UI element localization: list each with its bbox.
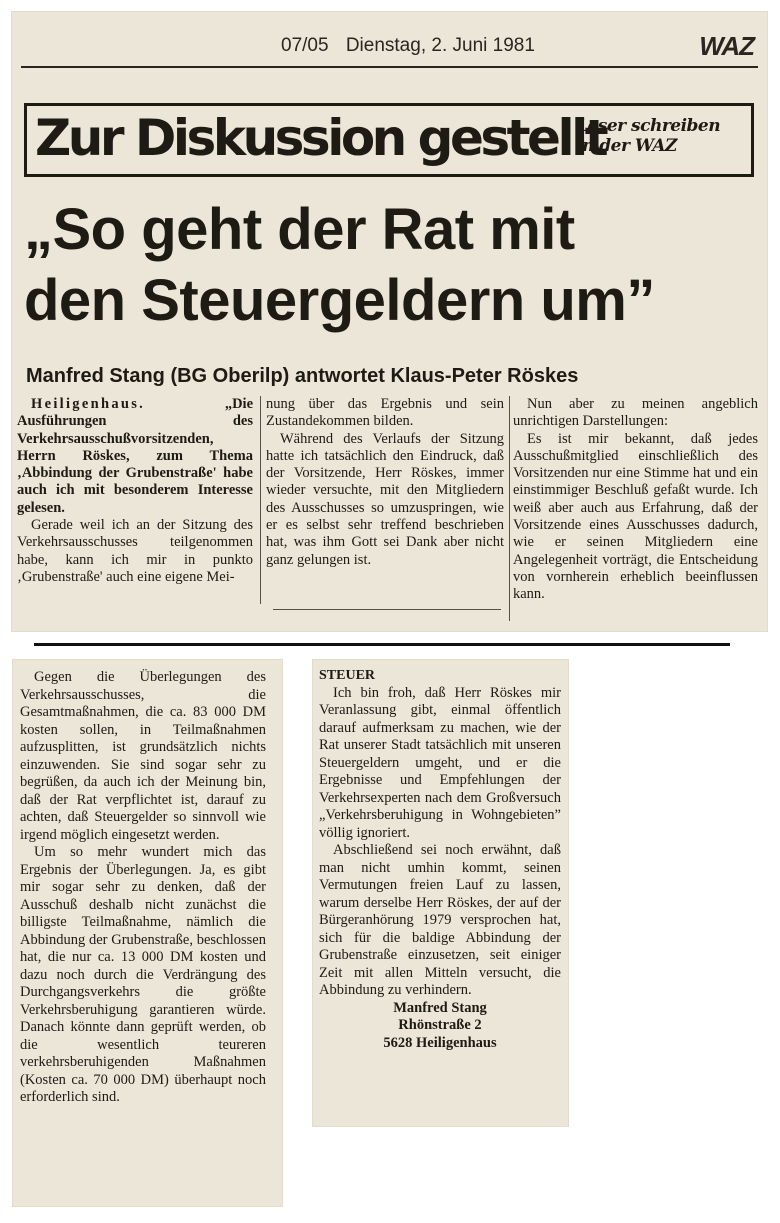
signature-city: 5628 Heiligenhaus [383,1034,497,1051]
paragraph: Abschließend sei noch erwähnt, daß man nicht umhin kommt, seinen Vermutungen freien Lauf zu lassen, warum derselbe Herr Röskes, der auf der Bürgeranhörung 1979 versprochen hat, sich für die baldige Abbindung der Grubenstraße einzusetzen, seit einiger Zeit mit allen Mitteln versucht, die Abbindung zu verhindern. [319,842,561,998]
column-end-rule [273,609,501,610]
clipping-bottom-left [12,659,283,1207]
signature-street: Rhönstraße 2 [398,1017,482,1033]
paragraph: Gerade weil ich an der Sitzung des Verkehrsausschusses teilgenommen habe, kann ich mir in punkto ‚Grubenstraße' auch eine eigene Mei- [17,517,253,585]
divider-bar [34,643,730,646]
clipping-top [11,11,768,632]
article-column-1 [17,396,253,586]
tagline-line-2: in der WAZ [576,136,677,156]
paragraph: Um so mehr wundert mich das Ergebnis der Überlegungen. Ja, es gibt mir sogar sehr zu denken, daß der Ausschuß deshalb nicht zunächst die billigste Teilmaßnahme, nämlich die Abbindung der Grubenstraße, beschlossen hat, die nur ca. 13 000 DM kosten und dazu noch durch die Verdrängung des Durchgangsverkehrs die größte Verkehrsberuhigung garantieren würde. Danach könnte dann geprüft werden, ob die wesentlich teureren verkehrsberuhigenden Maßnahmen (Kosten ca. 70 000 DM) überhaupt noch erforderlich sind. [20,844,266,1105]
tagline-line-1: Leser schreiben [576,116,721,136]
paragraph: Es ist mir bekannt, daß jedes Ausschußmitglied einschließlich des Vorsitzenden nur eine Stimme hat und ein einstimmiger Beschluß gefaßt wurde. Ich weiß aber auch aus Erfahrung, daß der Vorsitzende eines Ausschusses dadurch, wie er seinen Mitgliedern eine Angelegenheit vorträgt, die Entscheidung von vornherein erheblich beeinflussen kann. [513,430,758,603]
article-column-4 [20,669,266,1107]
column-separator [509,396,510,621]
paragraph: Gegen die Überlegungen des Verkehrsausschusses, die Gesamtmaßnahmen, die ca. 83 000 DM kosten sollen, in Teilmaßnahmen aufzusplitten, ist grundsätzlich nichts einzuwenden. Sie sind sogar sehr zu begrüßen, da auch ich der Meinung bin, daß der Rat verpflichtet ist, darauf zu achten, daß Steuergelder so sinnvoll wie irgend möglich eingesetzt werden. [20,669,266,843]
section-kicker-box [24,103,754,177]
paragraph: Während des Verlaufs der Sitzung hatte ich tatsächlich den Eindruck, daß der Vorsitzende, Herr Röskes, immer wieder versuchte, mit den Mitgliedern des Ausschusses so umzuspringen, wie er es selbst sehr treffend beschrieben hat, was ihm Gott sei Dank aber nicht ganz gelungen ist. [266,430,504,568]
headline-line-1: „So geht der Rat mit [24,197,575,262]
issue-number: 07/05 [281,35,329,56]
lead-paragraph [17,396,253,517]
article-column-3 [513,396,758,604]
issue-date-line [281,35,547,57]
headline-line-2: den Steuergeldern um” [24,268,655,333]
lead-text: „Die Ausführungen des Verkehrsausschußvorsitzenden, Herrn Röskes, zum Thema ‚Abbindung der Grubenstraße' habe auch ich mit besonderem Interesse gelesen. [17,396,253,516]
dateline-place: Heiligenhaus. [31,396,146,412]
masthead-rule [21,66,758,68]
publication-date: Dienstag, 2. Juni 1981 [345,35,535,56]
paragraph: nung über das Ergebnis und sein Zustandekommen bilden. [266,396,504,430]
masthead [11,11,768,71]
clipping-bottom-right [312,659,569,1127]
paragraph: Nun aber zu meinen angeblich unrichtigen Darstellungen: [513,396,758,430]
column-separator [260,396,261,604]
headline [24,194,764,336]
section-tagline [576,116,756,156]
byline: Manfred Stang (BG Oberilp) antwortet Klaus-Peter Röskes [26,365,579,387]
newspaper-logo: WAZ [699,31,754,61]
signature-name: Manfred Stang [393,999,487,1016]
paragraph: Ich bin froh, daß Herr Röskes mir Veranlassung gibt, einmal öffentlich darauf aufmerksam zu machen, wie der Rat unserer Stadt tatsächlich mit unseren Steuergeldern umgeht, und er die Ergebnisse und Empfehlungen der Verkehrsexperten nach dem Großversuch „Verkehrsberuhigung in Wohngebieten” völlig ignoriert. [319,684,561,841]
subhead-rubric: STEUER [319,668,376,683]
article-column-2 [266,396,504,569]
section-title: Zur Diskussion gestellt [35,109,606,167]
article-column-5 [319,667,561,1052]
